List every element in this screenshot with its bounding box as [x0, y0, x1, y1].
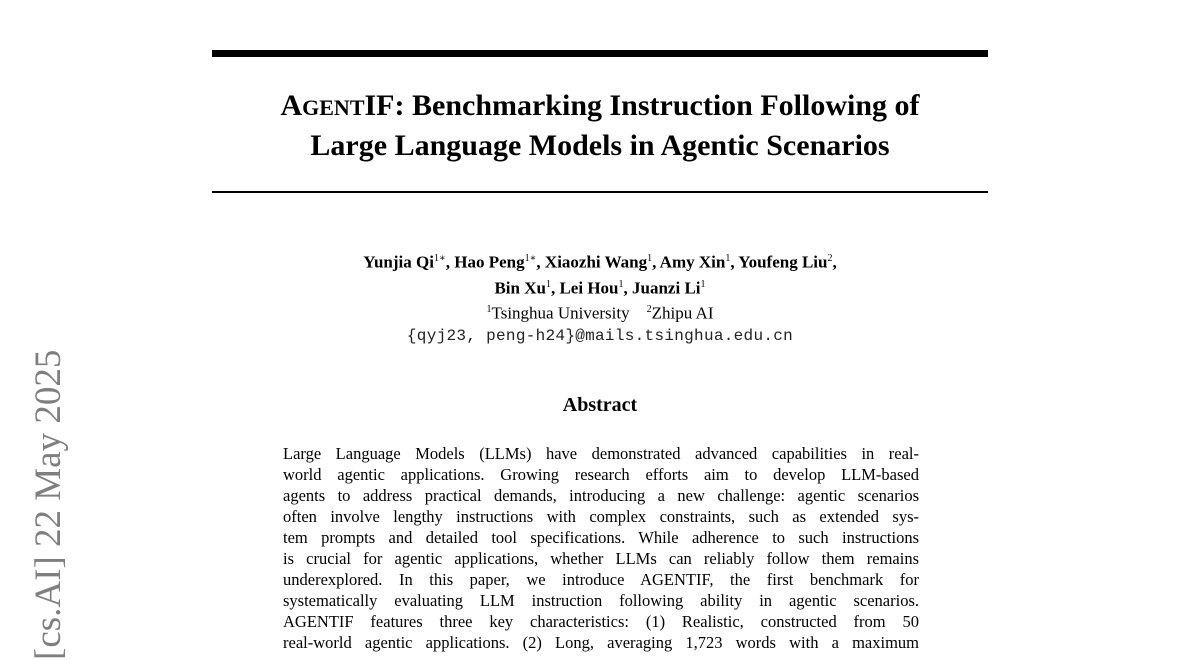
title-name-tail: IF: [364, 89, 395, 122]
author-affiliation-mark: 1: [618, 278, 624, 290]
author-name: Amy Xin: [659, 252, 726, 272]
author-equal-mark: ∗: [438, 253, 446, 264]
title-line-1: [212, 87, 988, 127]
abstract-line: underexplored. In this paper, we introduce AGENTIF, the first benchmark for: [283, 570, 919, 589]
title-name-smallcaps: GENT: [302, 95, 365, 120]
abstract-line: world agentic applications. Growing research efforts aim to develop LLM-based: [283, 465, 919, 484]
author-name: Youfeng Liu: [738, 252, 828, 272]
author-name: Bin Xu: [494, 278, 546, 298]
title-top-rule: [212, 50, 988, 57]
author-name: Juanzi Li: [632, 278, 701, 298]
title-line-1-rest: : Benchmarking Instruction Following of: [394, 89, 920, 122]
author-affiliation-mark: 1: [647, 253, 653, 264]
author-affiliation-mark: 1: [725, 253, 731, 264]
abstract-line: real-world agentic applications. (2) Long, averaging 1,723 words with a maximum: [283, 633, 919, 652]
author-name: Lei Hou: [559, 278, 619, 298]
abstract-line: systematically evaluating LLM instruction following ability in agentic scenarios.: [283, 591, 919, 610]
affiliation-mark: 2: [646, 304, 652, 316]
affiliation-name: Tsinghua University: [491, 303, 630, 323]
title-name-initial: A: [280, 89, 303, 122]
abstract-line: tem prompts and detailed tool specifications. While adherence to such instructions: [283, 528, 919, 547]
abstract-line: AGENTIF features three key characteristics: (1) Realistic, constructed from 50: [283, 612, 919, 631]
abstract-line: often involve lengthy instructions with complex constraints, such as extended sys-: [283, 507, 919, 526]
author-email: {qyj23, peng-h24}@mails.tsinghua.edu.cn: [406, 326, 794, 345]
author-block: [212, 248, 988, 347]
title-bottom-rule: [212, 191, 988, 193]
author-affiliation-mark: 1: [700, 278, 706, 290]
author-name: Yunjia Qi: [363, 252, 434, 272]
title-line-2: Large Language Models in Agentic Scenarios: [310, 129, 890, 162]
arxiv-stamp: [cs.AI] 22 May 2025: [28, 349, 69, 660]
affiliation-line: [212, 299, 988, 325]
author-affiliation-mark: 1: [433, 253, 439, 264]
abstract-line: is crucial for agentic applications, whether LLMs can reliably follow them remains: [283, 549, 919, 568]
affiliation-mark: 1: [486, 304, 492, 316]
author-affiliation-mark: 1∗: [524, 253, 537, 264]
author-affiliation-mark: 2: [827, 253, 833, 264]
abstract-heading: Abstract: [562, 394, 638, 416]
affiliation-name: Zhipu AI: [651, 303, 714, 323]
author-name: Hao Peng: [454, 252, 525, 272]
author-affiliation-mark: 1: [545, 278, 551, 290]
abstract-line: agents to address practical demands, introducing a new challenge: agentic scenarios: [283, 486, 919, 505]
author-line-1: Yunjia $Qi^{1∗}$, Hao Peng$^{1∗}$, Xiaozhi Wang$^1$, Amy Xin$^1$, Youfeng Liu$^2$,: [363, 252, 837, 272]
abstract-body: [283, 443, 919, 653]
author-line-2: Bin Xu$^1$, Lei Hou$^1$, Juanzi Li$^1$: [494, 278, 706, 298]
author-name: Xiaozhi Wang: [544, 252, 648, 272]
paper-title: [212, 87, 988, 165]
abstract-line: Large Language Models (LLMs) have demonstrated advanced capabilities in real-: [283, 444, 919, 463]
